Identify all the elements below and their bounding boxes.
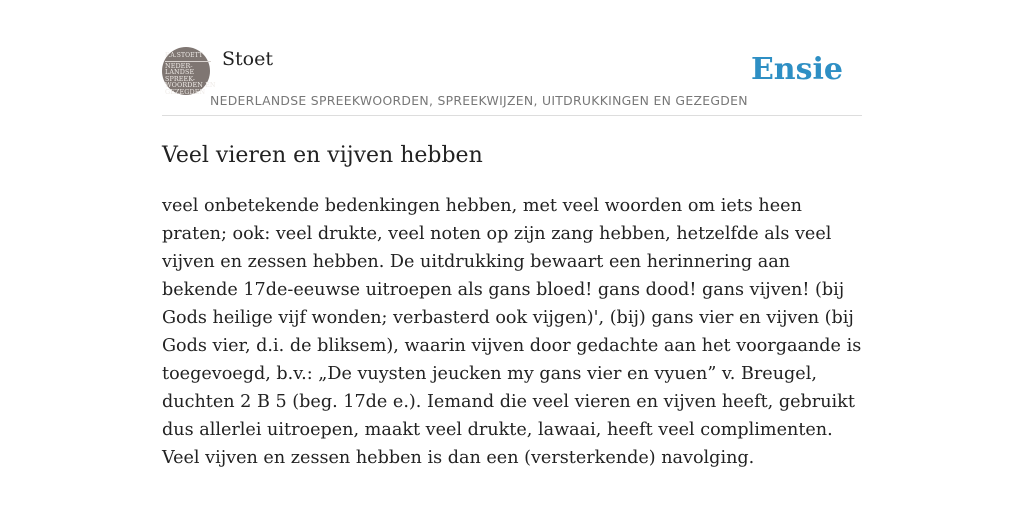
book-cover-image [165,52,216,96]
author-name[interactable]: Stoet [222,48,273,70]
source-title[interactable]: NEDERLANDSE SPREEKWOORDEN, SPREEKWIJZEN, UITDRUKKINGEN EN GEZEGDEN [210,93,748,108]
brand-logo[interactable]: Ensie [750,52,843,87]
entry-header [162,44,862,116]
entry-definition: veel onbetekende bedenkingen hebben, met veel woorden om iets heen praten; ook: veel drukte, veel noten op zijn zang hebben, hetzelfde als veel vijven en zessen hebben. De uitdrukking bewaart een herinnering aan bekende 17de-eeuwse uitroepen als gans bloed! gans dood! gans vijven! (bij Gods heilige vijf wonden; verbasterd ook vijgen)', (bij) gans vier en vijven (bij Gods vier, d.i. de bliksem), waarin vijven door gedachte aan het voorgaande is toegevoegd, b.v.: „De vuysten jeucken my gans vier en vyuen” v. Breugel, duchten 2 B 5 (beg. 17de e.). Iemand die veel vieren en vijven heeft, gebruikt dus allerlei uitroepen, maakt veel drukte, lawaai, heeft veel complimenten. Veel vijven en zessen hebben is dan een (versterkende) navolging. [162,196,862,468]
entry-term: Veel vieren en vijven hebben [162,143,483,168]
avatar-line: GEZEGDEN [165,87,206,96]
avatar-line: SPREEK- [165,74,195,83]
author-avatar[interactable] [162,47,216,96]
avatar-line: LANDSE [165,68,195,77]
avatar-line: WOORDEN EN [165,81,216,90]
avatar-line: NEDER- [165,61,193,70]
avatar-top-line: F.A.STOETT [165,53,211,62]
entry-card [162,44,862,472]
